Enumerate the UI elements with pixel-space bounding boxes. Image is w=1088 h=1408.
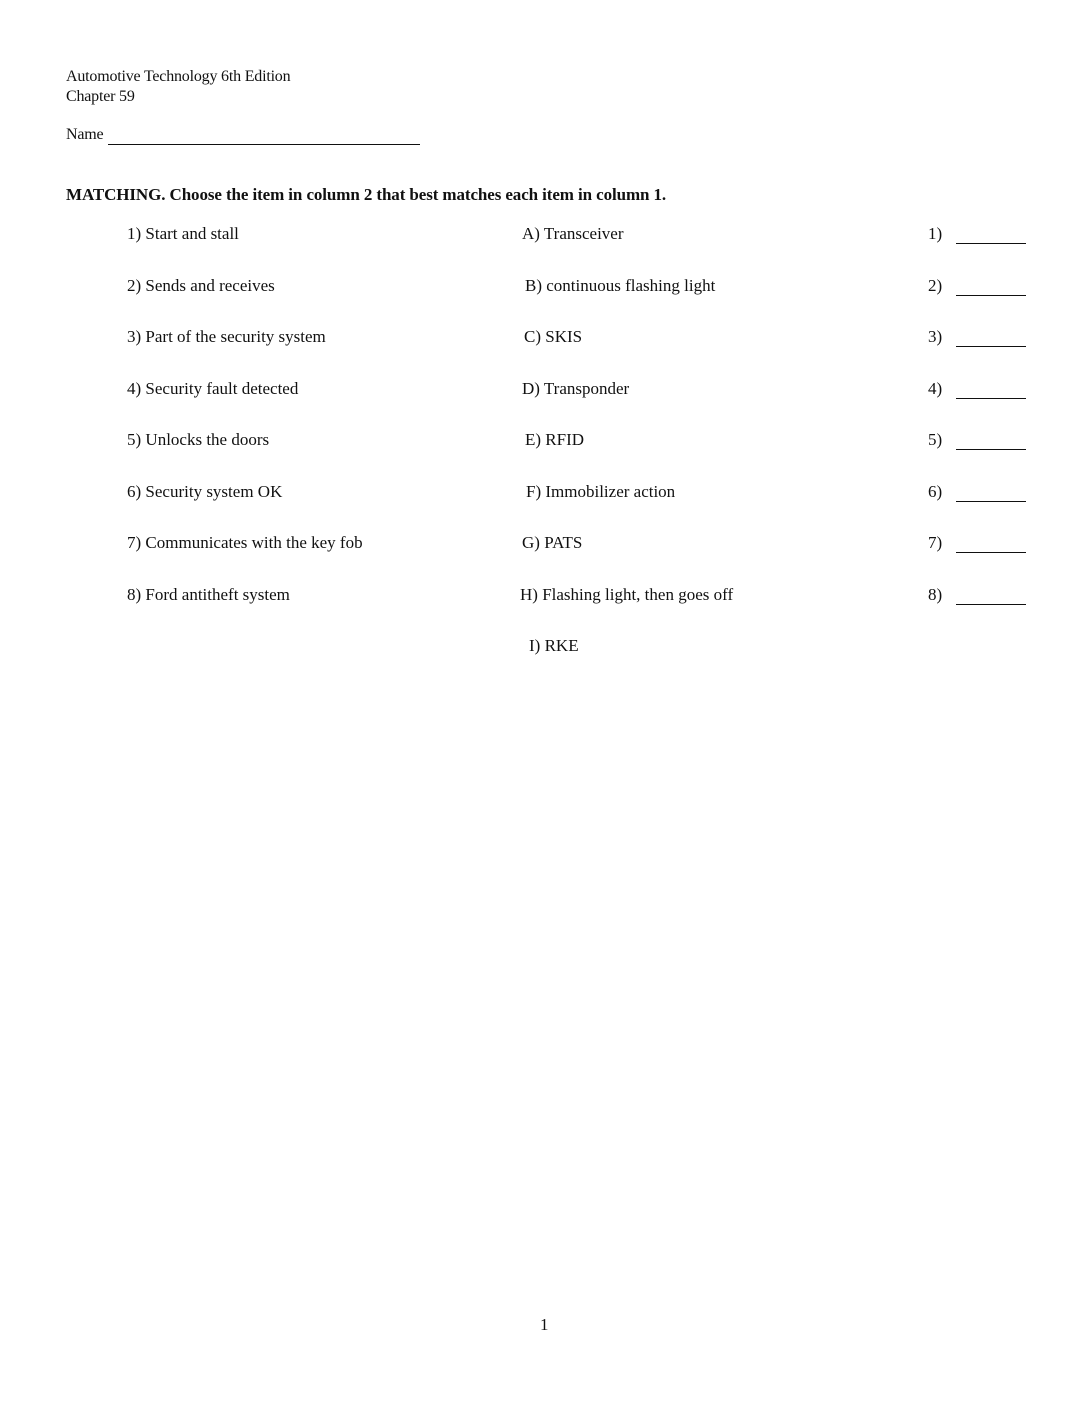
chapter-label: Chapter 59 xyxy=(66,88,135,105)
answer-number: 2) xyxy=(928,276,943,295)
answer-blank[interactable] xyxy=(956,346,1026,347)
answer-number: 5) xyxy=(928,430,943,449)
answer-number: 7) xyxy=(928,533,943,552)
column1-item: 6) Security system OK xyxy=(127,482,283,501)
answer-number: 8) xyxy=(928,585,943,604)
answer-blank[interactable] xyxy=(956,449,1026,450)
name-field[interactable] xyxy=(108,144,420,145)
answer-blank[interactable] xyxy=(956,243,1026,244)
column2-item: E) RFID xyxy=(525,430,585,449)
column2-item: I) RKE xyxy=(529,636,579,655)
column1-item: 1) Start and stall xyxy=(127,224,239,243)
document-title: Automotive Technology 6th Edition xyxy=(66,68,291,85)
answer-blank[interactable] xyxy=(956,295,1026,296)
column1-item: 3) Part of the security system xyxy=(127,327,326,346)
column1-item: 2) Sends and receives xyxy=(127,276,275,295)
column1-item: 7) Communicates with the key fob xyxy=(127,533,363,552)
column1-item: 4) Security fault detected xyxy=(127,379,299,398)
answer-number: 3) xyxy=(928,327,943,346)
answer-number: 1) xyxy=(928,224,943,243)
answer-blank[interactable] xyxy=(956,398,1026,399)
answer-blank[interactable] xyxy=(956,552,1026,553)
answer-blank[interactable] xyxy=(956,604,1026,605)
column2-item: F) Immobilizer action xyxy=(526,482,676,501)
matching-instructions: MATCHING. Choose the item in column 2 that best matches each item in column 1. xyxy=(66,185,667,204)
column1-item: 8) Ford antitheft system xyxy=(127,585,290,604)
column1-item: 5) Unlocks the doors xyxy=(127,430,270,449)
column2-item: G) PATS xyxy=(522,533,583,552)
column2-item: C) SKIS xyxy=(524,327,583,346)
column2-item: A) Transceiver xyxy=(522,224,624,243)
answer-number: 6) xyxy=(928,482,943,501)
column2-item: H) Flashing light, then goes off xyxy=(520,585,734,604)
page-number: 1 xyxy=(540,1315,549,1334)
answer-blank[interactable] xyxy=(956,501,1026,502)
column2-item: D) Transponder xyxy=(522,379,630,398)
column2-item: B) continuous flashing light xyxy=(525,276,716,295)
answer-number: 4) xyxy=(928,379,943,398)
name-label: Name xyxy=(66,126,104,143)
